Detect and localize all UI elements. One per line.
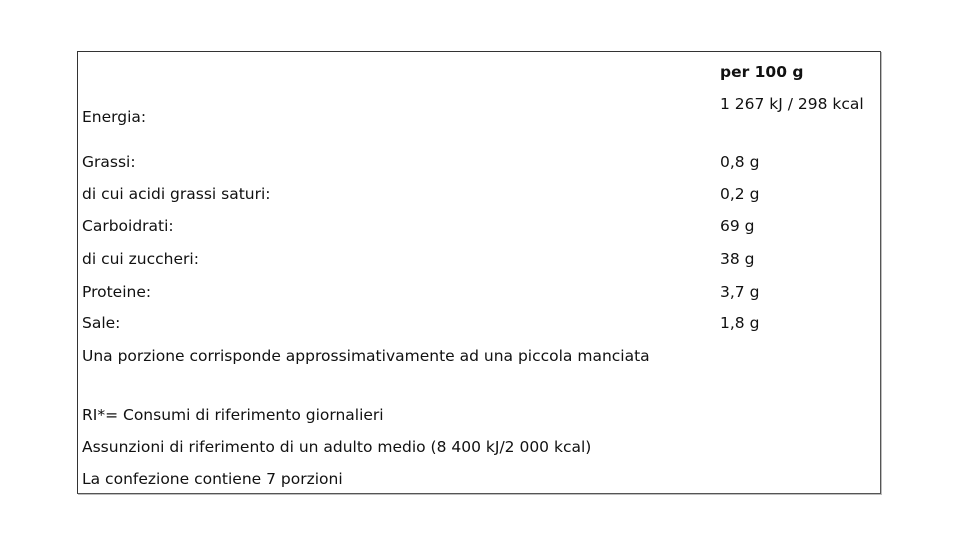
row-label-protein: Proteine: <box>82 283 152 301</box>
nutrition-table <box>77 51 881 494</box>
note-reference-intake: RI*= Consumi di riferimento giornalieri <box>82 406 384 424</box>
row-value-protein: 3,7 g <box>720 283 760 301</box>
row-value-salt: 1,8 g <box>720 314 760 332</box>
row-label-carbohydrates: Carboidrati: <box>82 217 174 235</box>
row-label-fat: Grassi: <box>82 153 136 171</box>
row-value-carbohydrates: 69 g <box>720 217 755 235</box>
note-portion-size: Una porzione corrisponde approssimativamente ad una piccola manciata <box>82 347 650 365</box>
row-label-saturated-fat: di cui acidi grassi saturi: <box>82 185 271 203</box>
row-value-energy: 1 267 kJ / 298 kcal <box>720 95 864 113</box>
note-portions-per-pack: La confezione contiene 7 porzioni <box>82 470 343 488</box>
row-label-energy: Energia: <box>82 108 147 126</box>
row-value-fat: 0,8 g <box>720 153 760 171</box>
note-average-adult: Assunzioni di riferimento di un adulto medio (8 400 kJ/2 000 kcal) <box>82 438 592 456</box>
row-value-sugars: 38 g <box>720 250 755 268</box>
column-header-per-100g: per 100 g <box>720 63 804 81</box>
row-label-salt: Sale: <box>82 314 121 332</box>
row-label-sugars: di cui zuccheri: <box>82 250 199 268</box>
row-value-saturated-fat: 0,2 g <box>720 185 760 203</box>
